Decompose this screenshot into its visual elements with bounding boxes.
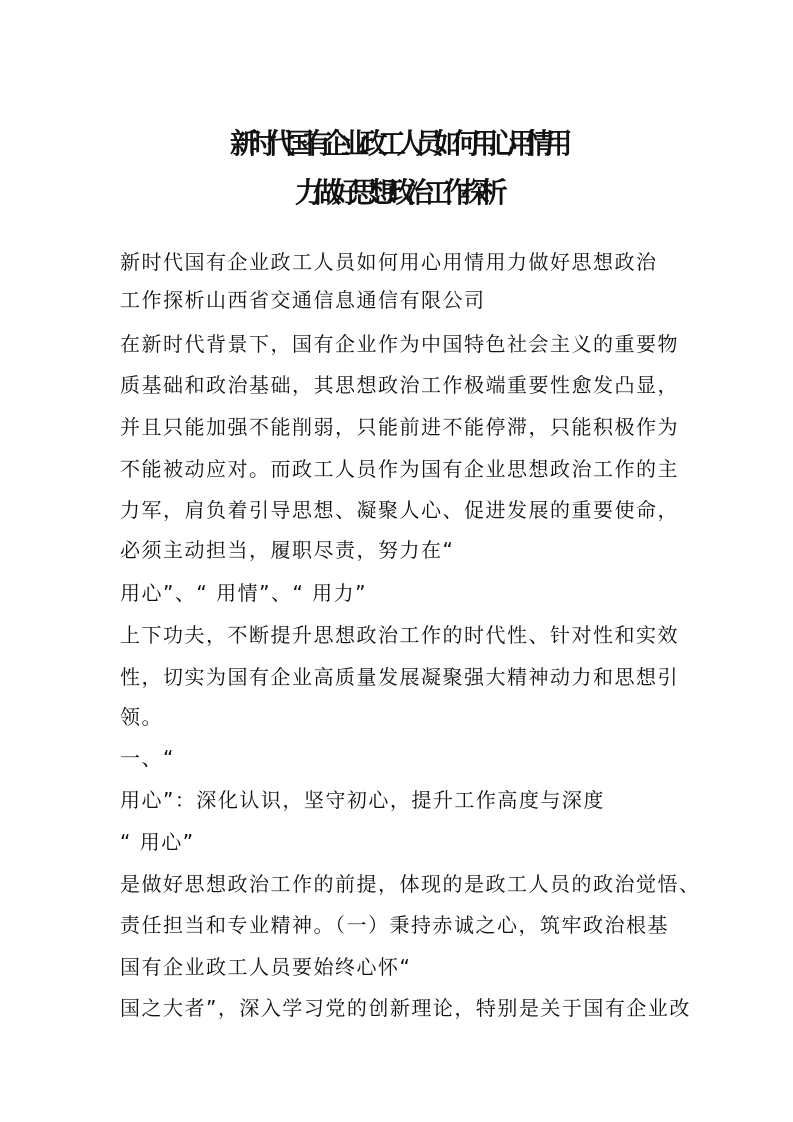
body-line: 性，切实为国有企业高质量发展凝聚强大精神动力和思想引: [120, 665, 679, 689]
body-line: 在新时代背景下，国有企业作为中国特色社会主义的重要物: [120, 332, 679, 356]
body-line: 力军，肩负着引导思想、凝聚人心、促进发展的重要使命，: [120, 498, 679, 522]
body-line: 上下功夫，不断提升思想政治工作的时代性、针对性和实效: [120, 623, 679, 647]
body-line: 是做好思想政治工作的前提，体现的是政工人员的政治觉悟、: [120, 872, 701, 896]
body-line: 用心”：深化认识，坚守初心，提升工作高度与深度: [120, 788, 605, 812]
body-line: 领。: [120, 705, 163, 729]
body-line: 不能被动应对。而政工人员作为国有企业思想政治工作的主: [120, 457, 679, 481]
body-line: 新时代国有企业政工人员如何用心用情用力做好思想政治: [120, 250, 658, 274]
document-title-line-1: 新时代国有企业政工人员如何用心用情用: [229, 127, 563, 160]
body-line: 一、“: [120, 746, 175, 770]
body-line: 国有企业政工人员要始终心怀“: [120, 955, 412, 979]
body-line: 责任担当和专业精神。（一）秉持赤诚之心，筑牢政治根基: [120, 913, 669, 937]
body-line: 国之大者”，深入学习党的创新理论，特别是关于国有企业改: [120, 996, 691, 1020]
body-line: 工作探析山西省交通信息通信有限公司: [120, 288, 486, 312]
body-line: 必须主动担当，履职尽责，努力在“: [120, 538, 455, 562]
body-line: 用心”、“ 用情”、“ 用力”: [120, 581, 368, 605]
body-line: 并且只能加强不能削弱，只能前进不能停滞，只能积极作为: [120, 415, 679, 439]
body-line: “ 用心”: [120, 830, 195, 854]
body-line: 质基础和政治基础，其思想政治工作极端重要性愈发凸显，: [120, 373, 679, 397]
document-title-line-2: 力做好思想政治工作探析: [294, 176, 499, 209]
